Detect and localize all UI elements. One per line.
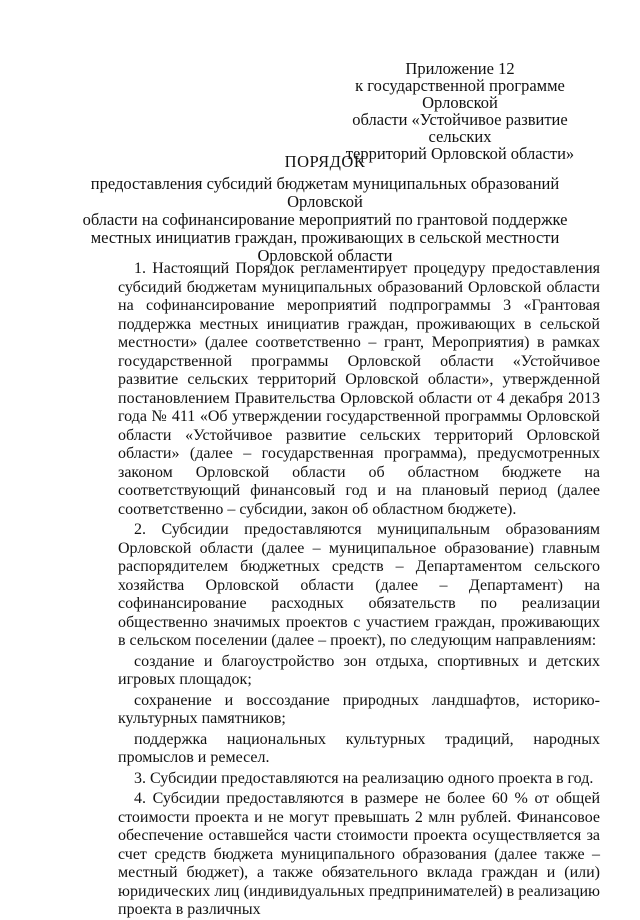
appendix-header — [320, 60, 600, 162]
title-line-1: предоставления субсидий бюджетам муниципальных образований Орловской — [90, 174, 560, 211]
appendix-ref-line-2: области «Устойчивое развитие сельских — [352, 110, 568, 146]
document-body — [118, 260, 600, 920]
list-item-traditions: поддержка национальных культурных традиций, народных промыслов и ремесел. — [118, 730, 600, 766]
title-line-3: местных инициатив граждан, проживающих в сельской местности — [90, 228, 560, 247]
paragraph-2: 2. Субсидии предоставляются муниципальным образованиям Орловской области (далее – муниципальное образование) главным распорядителем бюджетных средств – Департаментом сельского хозяйства Орловской области (далее – Департамент) на софинансирование расходных обязательств по реализации общественно значимых проектов с участием граждан, проживающих в сельском поселении (далее – проект), по следующим направлениям: — [118, 521, 600, 649]
paragraph-1: 1. Настоящий Порядок регламентирует процедуру предоставления субсидий бюджетам муниципальных образований Орловской области на софинансирование мероприятий подпрограммы 3 «Грантовая поддержка местных инициатив граждан, проживающих в сельской местности» (далее соответственно – грант, Мероприятия) в рамках государственной программы Орловской области «Устойчивое развитие сельских территорий Орловской области», утвержденной постановлением Правительства Орловской области от 4 декабря 2013 года № 411 «Об утверждении государственной программы Орловской области «Устойчивое развитие сельских территорий Орловской области» (далее – государственная программа), предусмотренных законом Орловской области об областном бюджете на соответствующий финансовый год и на плановый период (далее соответственно – субсидии, закон об областном бюджете). — [118, 260, 600, 518]
paragraph-3: 3. Субсидии предоставляются на реализацию одного проекта в год. — [134, 769, 594, 787]
appendix-ref-line-1: к государственной программе Орловской — [355, 76, 565, 112]
list-item-recreation-zones: создание и благоустройство зон отдыха, спортивных и детских игровых площадок; — [118, 652, 600, 688]
paragraph-4: 4. Субсидии предоставляются в размере не более 60 % от общей стоимости проекта и не могут превышать 2 млн рублей. Финансовое обеспечение оставшейся части стоимости проекта осуществляется за счет средств бюджета муниципального образования (далее также – местный бюджет), а также обязательного вклада граждан и (или) юридических лиц (индивидуальных предпринимателей) в реализацию проекта в различных — [118, 790, 600, 918]
list-item-landscapes: сохранение и воссоздание природных ландшафтов, историко-культурных памятников; — [118, 691, 600, 727]
appendix-number: Приложение 12 — [405, 59, 515, 78]
title-line-2: области на софинансирование мероприятий по грантовой поддержке — [82, 210, 568, 229]
document-title — [60, 153, 590, 265]
title-line-4: Орловской области — [257, 246, 393, 265]
appendix-ref-line-3: территорий Орловской области» — [345, 144, 575, 163]
title-heading: ПОРЯДОК — [284, 152, 366, 171]
